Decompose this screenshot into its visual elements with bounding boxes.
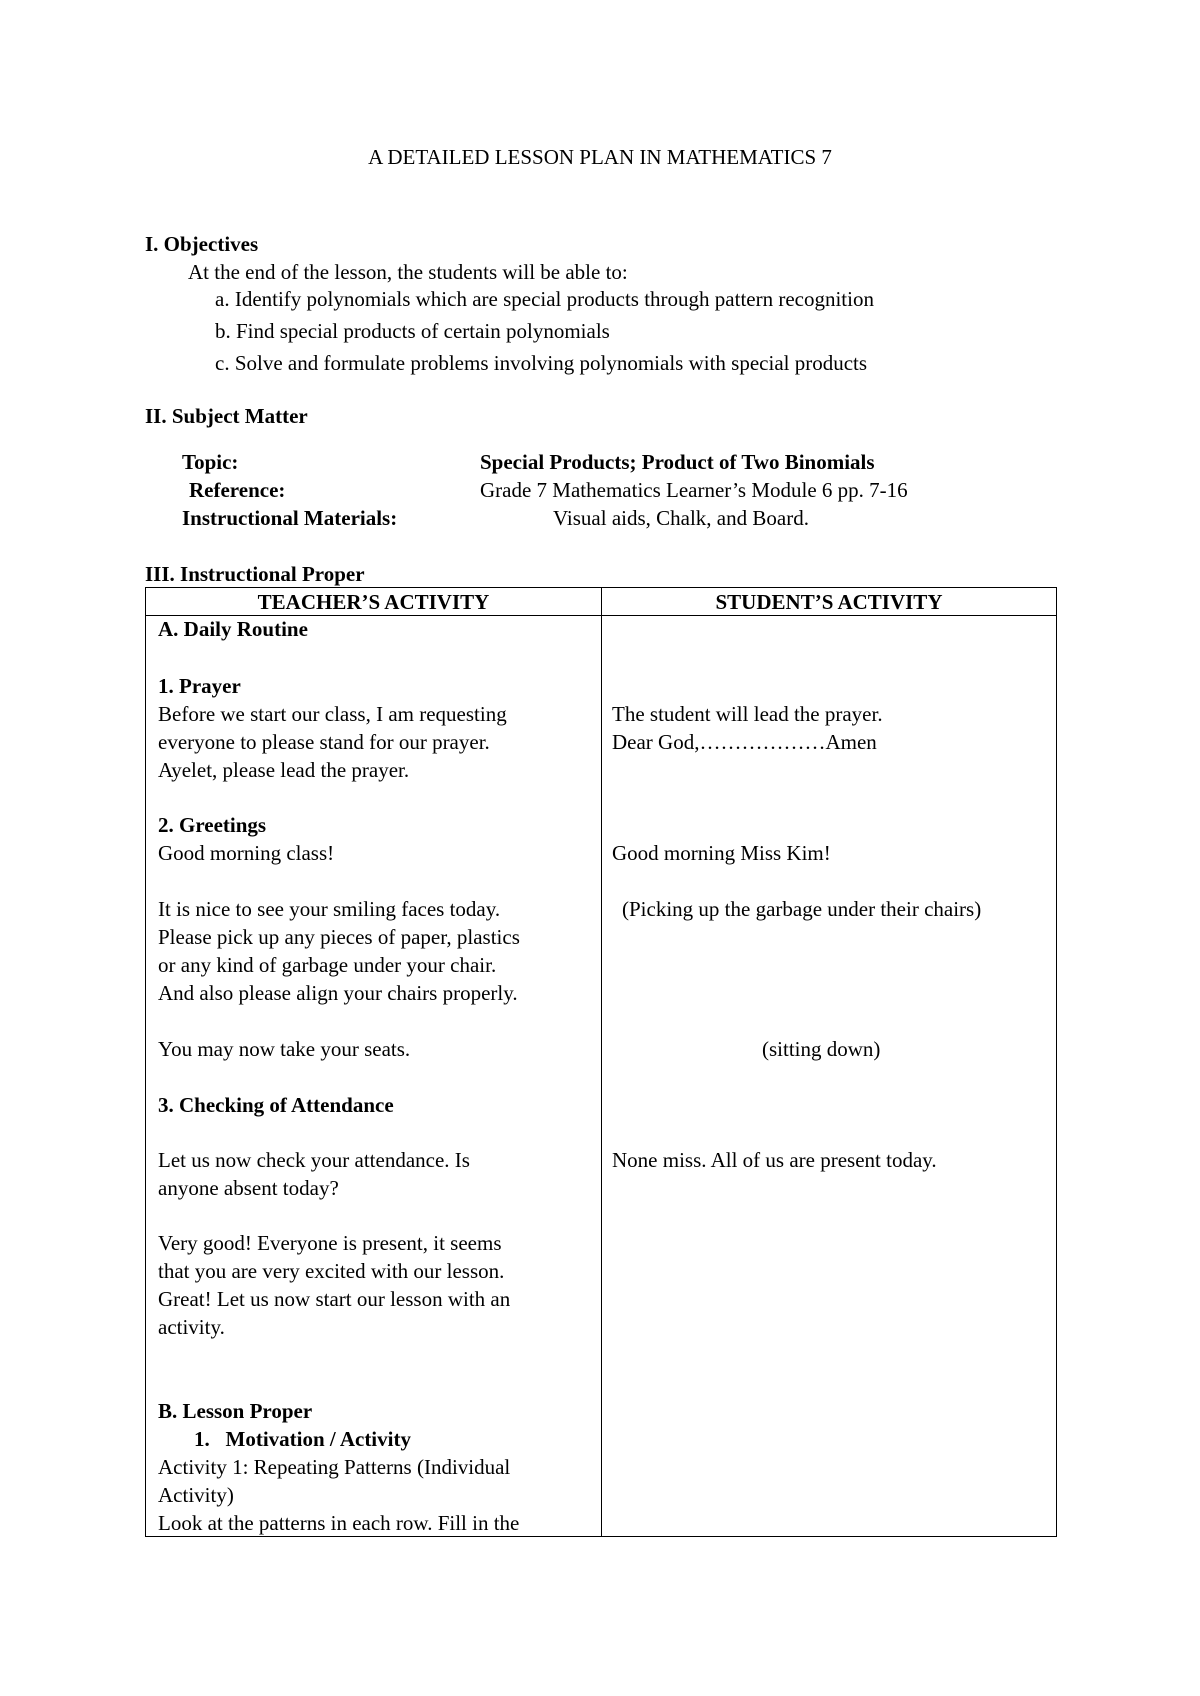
objectives-intro: At the end of the lesson, the students will be able to: — [188, 260, 628, 284]
student-line: (Picking up the garbage under their chairs) — [622, 897, 982, 921]
objective-item: c. Solve and formulate problems involving polynomials with special products — [215, 351, 868, 375]
teacher-line: Before we start our class, I am requesting — [158, 702, 507, 726]
lesson-proper-heading: B. Lesson Proper — [158, 1399, 313, 1423]
teacher-line: Very good! Everyone is present, it seems — [158, 1231, 502, 1255]
motivation-heading: 1. Motivation / Activity — [194, 1427, 411, 1451]
instructional-heading: III. Instructional Proper — [145, 562, 365, 586]
student-line: Dear God,………………Amen — [612, 730, 877, 754]
subject-matter-heading: II. Subject Matter — [145, 404, 308, 428]
teacher-line: It is nice to see your smiling faces today. — [158, 897, 501, 921]
attendance-heading: 3. Checking of Attendance — [158, 1093, 394, 1117]
objective-item: b. Find special products of certain polynomials — [215, 319, 610, 343]
teacher-line: Good morning class! — [158, 841, 335, 865]
teacher-line: Let us now check your attendance. Is — [158, 1148, 470, 1172]
teacher-line: Look at the patterns in each row. Fill in the — [158, 1511, 520, 1535]
teacher-line: And also please align your chairs properly. — [158, 981, 518, 1005]
prayer-heading: 1. Prayer — [158, 674, 241, 698]
teacher-line: Ayelet, please lead the prayer. — [158, 758, 410, 782]
teacher-line: everyone to please stand for our prayer. — [158, 730, 490, 754]
reference-value: Grade 7 Mathematics Learner’s Module 6 pp. 7-16 — [480, 478, 908, 502]
student-activity-cell — [602, 616, 1057, 1537]
teacher-line: Activity 1: Repeating Patterns (Individual — [158, 1455, 511, 1479]
daily-routine-heading: A. Daily Routine — [158, 617, 308, 641]
teacher-activity-cell — [146, 616, 602, 1537]
materials-label: Instructional Materials: — [182, 506, 398, 530]
student-line: Good morning Miss Kim! — [612, 841, 831, 865]
reference-label: Reference: — [189, 478, 286, 502]
student-line: The student will lead the prayer. — [612, 702, 883, 726]
teacher-line: Please pick up any pieces of paper, plastics — [158, 925, 520, 949]
teacher-line: activity. — [158, 1315, 225, 1339]
teacher-line: Activity) — [158, 1483, 234, 1507]
teacher-column-header: TEACHER’S ACTIVITY — [146, 588, 602, 616]
student-column-header: STUDENT’S ACTIVITY — [602, 588, 1057, 616]
topic-value: Special Products; Product of Two Binomials — [480, 450, 875, 474]
materials-value: Visual aids, Chalk, and Board. — [553, 506, 809, 530]
teacher-line: anyone absent today? — [158, 1176, 339, 1200]
greetings-heading: 2. Greetings — [158, 813, 267, 837]
teacher-line: that you are very excited with our lesson. — [158, 1259, 505, 1283]
objective-item: a. Identify polynomials which are special products through pattern recognition — [215, 287, 874, 311]
document-title: A DETAILED LESSON PLAN IN MATHEMATICS 7 — [368, 145, 832, 169]
teacher-line: Great! Let us now start our lesson with an — [158, 1287, 511, 1311]
teacher-line: You may now take your seats. — [158, 1037, 411, 1061]
objectives-heading: I. Objectives — [145, 232, 259, 256]
topic-label: Topic: — [182, 450, 239, 474]
student-line: None miss. All of us are present today. — [612, 1148, 937, 1172]
student-line: (sitting down) — [762, 1037, 881, 1061]
activity-table — [145, 587, 1057, 1537]
teacher-line: or any kind of garbage under your chair. — [158, 953, 497, 977]
